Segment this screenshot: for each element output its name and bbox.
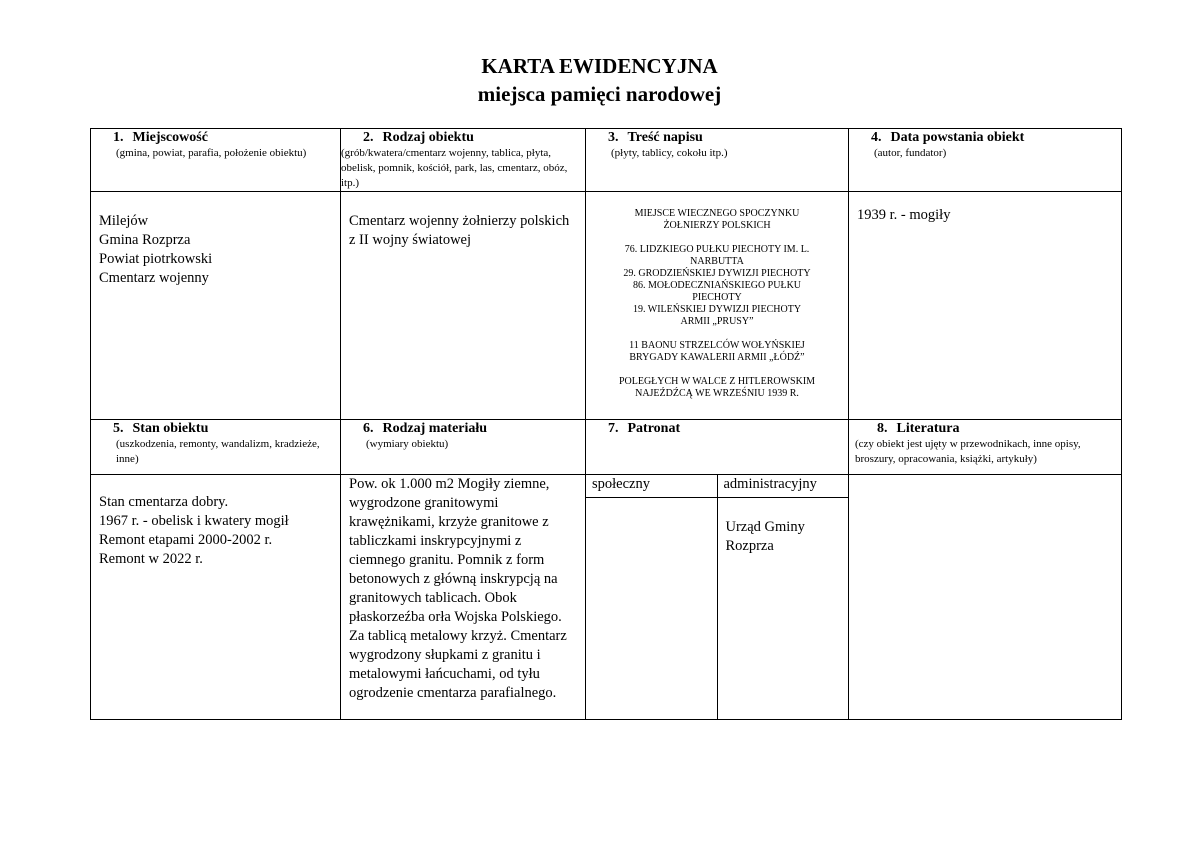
condition-line: Stan cmentarza dobry. (99, 494, 229, 510)
cell-material (341, 475, 586, 720)
patronage-admin-label: administracyjny (717, 475, 848, 498)
cell-object-type (341, 192, 586, 420)
header-inscription (586, 129, 849, 192)
header-condition (91, 420, 341, 475)
header-material (341, 420, 586, 475)
header-number: 5. (113, 421, 124, 436)
inscription-line: PIECHOTY (692, 292, 742, 303)
header-label: Literatura (896, 421, 960, 436)
header-number: 8. (877, 421, 888, 436)
header-number: 2. (363, 130, 374, 145)
inscription-line: NAJEŹDŹCĄ WE WRZEŚNIU 1939 R. (635, 388, 799, 399)
patronage-social-value (586, 498, 717, 720)
header-label: Stan obiektu (132, 421, 209, 436)
inscription-line: ARMII „PRUSY” (680, 316, 754, 327)
cell-patronage (586, 475, 849, 720)
cell-creation-date (849, 192, 1122, 420)
inscription-line: POLEGŁYCH W WALCE Z HITLEROWSKIM (618, 376, 816, 387)
header-number: 7. (608, 421, 619, 436)
header-label: Treść napisu (627, 130, 703, 145)
header-number: 4. (871, 130, 882, 145)
condition-line: 1967 r. - obelisk i kwatery mogił (99, 513, 289, 529)
header-label: Rodzaj obiektu (382, 130, 474, 145)
header-number: 1. (113, 130, 124, 145)
cell-location (91, 192, 341, 420)
header-label: Rodzaj materiału (382, 421, 488, 436)
location-line: Milejów (99, 213, 149, 229)
condition-line: Remont etapami 2000-2002 r. (99, 532, 273, 548)
inscription-line: 19. WILEŃSKIEJ DYWIZJI PIECHOTY (632, 304, 802, 315)
inscription-line: MIEJSCE WIECZNEGO SPOCZYNKU (634, 208, 800, 219)
inscription-text (586, 192, 848, 400)
header-hint: (czy obiekt jest ujęty w przewodnikach, inne opisy, broszury, opracowania, książki, artykuły) (855, 438, 1081, 465)
header-number: 3. (608, 130, 619, 145)
inscription-line: NARBUTTA (690, 256, 744, 267)
header-hint: (wymiary obiektu) (366, 438, 449, 450)
object-type-text: Cmentarz wojenny żołnierzy polskich z II wojny światowej (349, 213, 570, 248)
location-line: Cmentarz wojenny (99, 270, 209, 286)
document-title (0, 52, 1199, 108)
inscription-line: 29. GRODZIEŃSKIEJ DYWIZJI PIECHOTY (623, 268, 811, 279)
patronage-admin-value: Urząd Gminy Rozprza (725, 519, 805, 554)
header-literature (849, 420, 1122, 475)
cell-inscription (586, 192, 849, 420)
inscription-line: ŻOŁNIERZY POLSKICH (663, 220, 771, 231)
registration-card-table (90, 128, 1122, 720)
header-patronage (586, 420, 849, 475)
inscription-line: 86. MOŁODECZNIAŃSKIEGO PUŁKU (632, 280, 802, 291)
header-hint: (płyty, tablicy, cokołu itp.) (611, 147, 728, 159)
cell-literature (849, 475, 1122, 720)
header-number: 6. (363, 421, 374, 436)
creation-date-text: 1939 r. - mogiły (857, 207, 951, 223)
header-location (91, 129, 341, 192)
header-label: Patronat (627, 421, 681, 436)
inscription-line: BRYGADY KAWALERII ARMII „ŁÓDŹ” (629, 352, 805, 363)
cell-condition (91, 475, 341, 720)
header-hint: (gmina, powiat, parafia, położenie obiektu) (116, 147, 307, 159)
header-hint: (uszkodzenia, remonty, wandalizm, kradzieże, inne) (116, 438, 320, 465)
header-label: Miejscowość (132, 130, 208, 145)
patronage-social-label: społeczny (586, 475, 717, 498)
header-label: Data powstania obiekt (890, 130, 1025, 145)
header-creation-date (849, 129, 1122, 192)
header-hint: (autor, fundator) (874, 147, 947, 159)
location-line: Gmina Rozprza (99, 232, 191, 248)
material-text: Pow. ok 1.000 m2 Mogiły ziemne, wygrodzone granitowymi krawężnikami, krzyże granitowe z tabliczkami inskrypcyjnymi z ciemnego granitu. Pomnik z form betonowych z główną inskrypcją na granitowych tablicach. Obok płaskorzeźba orła Wojska Polskiego. Za tablicą metalowy krzyż. Cmentarz wygrodzony słupkami z granitu i metalowymi łańcuchami, od tyłu ogrodzenie cmentarza parafialnego. (349, 476, 567, 701)
inscription-line: 76. LIDZKIEGO PUŁKU PIECHOTY IM. L. (624, 244, 810, 255)
inscription-line: 11 BAONU STRZELCÓW WOŁYŃSKIEJ (629, 340, 805, 351)
header-hint: (grób/kwatera/cmentarz wojenny, tablica, płyta, obelisk, pomnik, kościół, park, las, cmentarz, obóz, itp.) (341, 147, 568, 189)
title-main: KARTA EWIDENCYJNA (481, 54, 718, 78)
patronage-table (586, 475, 848, 719)
title-sub: miejsca pamięci narodowej (477, 82, 722, 106)
location-line: Powiat piotrkowski (99, 251, 213, 267)
condition-line: Remont w 2022 r. (99, 551, 203, 567)
header-object-type (341, 129, 586, 192)
